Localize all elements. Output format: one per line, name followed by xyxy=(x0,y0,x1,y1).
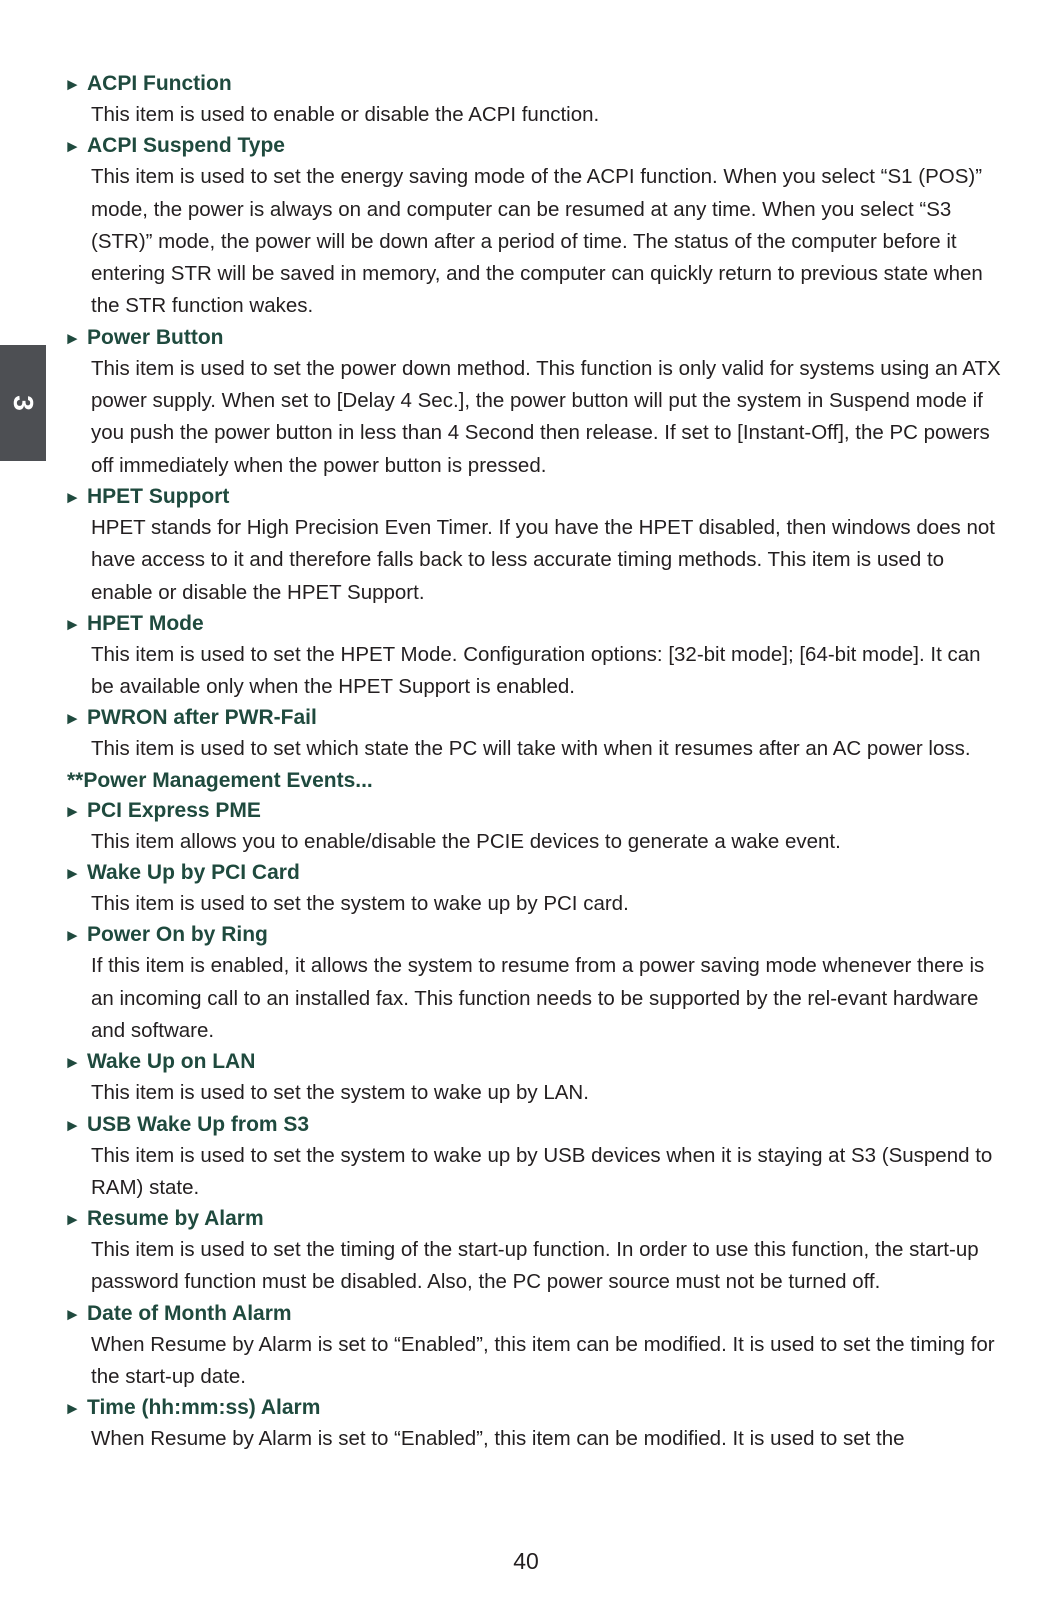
section-heading: ► USB Wake Up from S3 xyxy=(64,1110,1004,1140)
section-usb-wake-up-from-s3 xyxy=(64,1110,1004,1205)
triangle-bullet-icon: ► xyxy=(64,1399,81,1419)
triangle-bullet-icon: ► xyxy=(64,1210,81,1230)
triangle-bullet-icon: ► xyxy=(64,1053,81,1073)
section-heading: ► PWRON after PWR-Fail xyxy=(64,703,1004,733)
triangle-bullet-icon: ► xyxy=(64,1115,81,1135)
page-content xyxy=(64,69,1004,1456)
triangle-bullet-icon: ► xyxy=(64,75,81,94)
section-date-of-month-alarm xyxy=(64,1299,1004,1394)
triangle-bullet-icon: ► xyxy=(64,328,81,348)
section-resume-by-alarm xyxy=(64,1204,1004,1299)
section-acpi-function xyxy=(64,69,1004,131)
section-pwron-after-pwr-fail xyxy=(64,703,1004,765)
section-pci-express-pme xyxy=(64,796,1004,858)
section-description: This item is used to set the system to wake up by USB devices when it is staying at S3 (Suspend to RAM) state. xyxy=(91,1143,993,1199)
section-heading: ► Power Button xyxy=(64,323,1004,353)
section-description: This item is used to set the system to wake up by PCI card. xyxy=(91,892,629,916)
section-hpet-mode xyxy=(64,609,1004,704)
section-acpi-suspend-type xyxy=(64,131,1004,322)
section-description: HPET stands for High Precision Even Timer. If you have the HPET disabled, then windows does not have access to it and therefore falls back to less accurate timing methods. This item is used to enable or disable the HPET Support. xyxy=(91,515,995,604)
section-power-on-by-ring xyxy=(64,920,1004,1047)
section-heading: ► Resume by Alarm xyxy=(64,1204,1004,1234)
section-description: This item is used to set the HPET Mode. Configuration options: [32-bit mode]; [64-bit mode]. It can be available only when the HPET Support is enabled. xyxy=(91,642,981,699)
section-heading: ► HPET Support xyxy=(64,482,1004,512)
section-description: When Resume by Alarm is set to “Enabled”, this item can be modified. It is used to set the timing for the start-up date. xyxy=(91,1332,995,1389)
section-wake-up-by-pci-card xyxy=(64,858,1004,920)
section-heading: ► Wake Up by PCI Card xyxy=(64,858,1004,888)
section-heading: ► Time (hh:mm:ss) Alarm xyxy=(64,1393,1004,1423)
section-wake-up-on-lan xyxy=(64,1047,1004,1109)
section-description: This item is used to set which state the PC will take with when it resumes after an AC power loss. xyxy=(91,737,971,761)
section-description: This item is used to set the power down method. This function is only valid for systems using an ATX power supply. When set to [Delay 4 Sec.], the power button will put the system in Suspend mode if you push the power button in less than 4 Second then release. If set to [Instant-Off], the PC powers off immediately when the power button is pressed. xyxy=(91,356,1001,477)
section-power-button xyxy=(64,323,1004,482)
chapter-number: 3 xyxy=(8,395,39,411)
section-heading: ► ACPI Suspend Type xyxy=(64,131,1004,161)
chapter-tab xyxy=(0,345,46,461)
section-description: If this item is enabled, it allows the system to resume from a power saving mode whenever there is an incoming call to an installed fax. This function needs to be supported by the rel-evant hardware and software. xyxy=(91,954,985,1042)
section-description: When Resume by Alarm is set to “Enabled”, this item can be modified. It is used to set the xyxy=(91,1427,905,1451)
triangle-bullet-icon: ► xyxy=(64,137,81,157)
section-heading: ► HPET Mode xyxy=(64,609,1004,639)
triangle-bullet-icon: ► xyxy=(64,487,81,507)
section-description: This item allows you to enable/disable the PCIE devices to generate a wake event. xyxy=(91,829,841,853)
section-heading: ► Power On by Ring xyxy=(64,920,1004,950)
triangle-bullet-icon: ► xyxy=(64,801,81,821)
triangle-bullet-icon: ► xyxy=(64,709,81,729)
section-heading: ► Date of Month Alarm xyxy=(64,1299,1004,1329)
section-description: This item is used to set the timing of the start-up function. In order to use this function, the start-up password function must be disabled. Also, the PC power source must not be turned off. xyxy=(91,1238,979,1294)
section-heading: ► Wake Up on LAN xyxy=(64,1047,1004,1077)
triangle-bullet-icon: ► xyxy=(64,614,81,634)
triangle-bullet-icon: ► xyxy=(64,864,81,884)
section-hpet-support xyxy=(64,482,1004,609)
section-heading: ► ACPI Function xyxy=(64,69,1004,99)
triangle-bullet-icon: ► xyxy=(64,926,81,946)
page-number: 40 xyxy=(513,1548,539,1574)
triangle-bullet-icon: ► xyxy=(64,1304,81,1324)
power-management-events-heading: **Power Management Events... xyxy=(67,768,373,792)
section-time-alarm xyxy=(64,1393,1004,1455)
section-description: This item is used to set the system to wake up by LAN. xyxy=(91,1081,589,1105)
section-heading: ► PCI Express PME xyxy=(64,796,1004,826)
section-description: This item is used to enable or disable the ACPI function. xyxy=(91,103,600,126)
section-description: This item is used to set the energy saving mode of the ACPI function. When you select “S1 (POS)” mode, the power is always on and computer can be resumed at any time. When you select “S3 (STR)” mode, the power will be down after a period of time. The status of the computer before it entering STR will be saved in memory, and the computer can quickly return to previous state when the STR function wakes. xyxy=(91,165,983,318)
